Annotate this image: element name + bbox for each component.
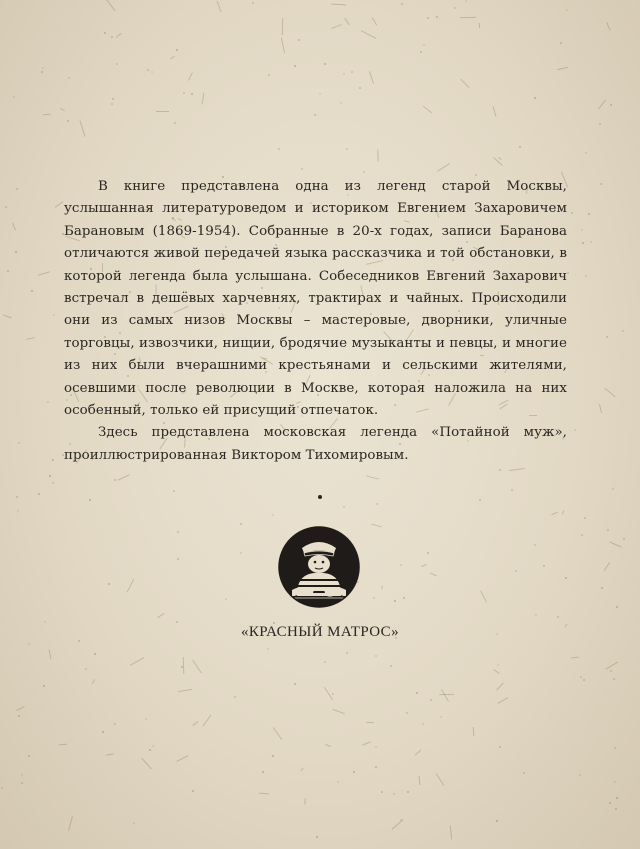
paper-fiber <box>344 18 349 25</box>
paper-speck <box>268 74 270 76</box>
paper-speck <box>28 643 30 645</box>
paper-fiber <box>304 798 305 804</box>
paper-speck <box>390 665 392 667</box>
paper-speck <box>519 146 521 148</box>
paper-fiber <box>377 149 378 161</box>
paper-fiber <box>331 24 342 29</box>
paper-speck <box>44 621 46 623</box>
paper-speck <box>557 616 559 618</box>
paper-speck <box>112 98 114 100</box>
paper-fiber <box>460 17 476 18</box>
paper-fiber <box>606 22 610 31</box>
paper-fiber <box>216 1 221 13</box>
paper-speck <box>111 36 113 38</box>
paper-fiber <box>202 92 205 104</box>
paper-fiber <box>178 689 192 692</box>
paper-fiber <box>430 573 437 577</box>
paper-speck <box>600 183 602 185</box>
paper-speck <box>278 148 280 150</box>
paper-fiber <box>203 714 212 726</box>
paper-fiber <box>562 510 565 514</box>
paper-speck <box>400 819 402 821</box>
paper-speck <box>41 71 43 73</box>
paper-speck <box>324 661 326 663</box>
paper-fiber <box>498 157 502 160</box>
paper-speck <box>42 67 44 69</box>
paper-speck <box>375 655 377 657</box>
paper-speck <box>111 103 113 105</box>
paper-speck <box>465 0 467 2</box>
paper-speck <box>406 712 408 714</box>
paper-speck <box>523 772 525 774</box>
paper-speck <box>612 488 614 490</box>
paper-speck <box>535 614 537 616</box>
paper-speck <box>588 213 590 215</box>
paper-fiber <box>127 579 135 593</box>
publisher-name: «КРАСНЫЙ МАТРОС» <box>241 624 399 640</box>
paper-speck <box>298 39 300 41</box>
paper-speck <box>613 678 615 680</box>
paper-speck <box>176 621 178 623</box>
paper-speck <box>580 676 582 678</box>
paper-speck <box>7 270 9 272</box>
paper-speck <box>1 787 3 789</box>
paper-fiber <box>157 613 164 618</box>
paper-speck <box>108 583 110 585</box>
paper-fiber <box>176 755 188 762</box>
paper-speck <box>581 534 583 536</box>
paper-fiber <box>473 727 475 736</box>
paper-speck <box>133 822 135 824</box>
paper-speck <box>43 685 45 687</box>
paper-speck <box>17 510 19 512</box>
paper-fiber <box>156 111 169 112</box>
paper-speck <box>102 731 104 733</box>
paper-speck <box>400 564 402 566</box>
paper-fiber <box>273 727 282 740</box>
paper-fiber <box>423 106 432 114</box>
paper-speck <box>584 517 586 519</box>
paper-speck <box>68 77 70 79</box>
paper-speck <box>267 648 269 650</box>
paper-speck <box>440 716 442 718</box>
paper-fiber <box>300 768 303 772</box>
paper-speck <box>496 820 498 822</box>
paper-speck <box>21 782 23 784</box>
separator-dot <box>318 495 322 499</box>
paper-fiber <box>436 773 444 785</box>
paper-speck <box>173 490 175 492</box>
paper-speck <box>375 746 377 748</box>
paper-speck <box>49 475 51 477</box>
description-paragraph-1: В книге представлена одна из легенд старой Москвы, услышанная литературоведом и историком Евгением Захаровичем Барановым (1869-1954). Собранные в 20-х годах, записи Баранова отличаются живой передачей языка рассказчика и той обстановки, в которой легенда была услышана. Собеседников Евгений Захарович встречал в дешёвых харчевнях, трактирах и чайных. Происходили они из самых низов Москвы – мастеровые, дворники, уличные торговцы, извозчики, нищии, бродячие музыканты и певцы, и многие из них были вчерашними крестьянами и сельскими жителями, осевшими после революции в Москве, которая наложила на них особенный, только ей присущий отпечаток. <box>64 179 567 419</box>
paper-fiber <box>498 697 509 704</box>
paper-speck <box>430 699 432 701</box>
paper-fiber <box>130 657 144 666</box>
paper-speck <box>234 696 236 698</box>
paper-fiber <box>381 585 383 589</box>
paper-speck <box>571 212 573 214</box>
paper-speck <box>427 17 429 19</box>
paper-speck <box>332 693 334 695</box>
paper-speck <box>13 96 15 98</box>
paper-fiber <box>332 709 345 714</box>
book-description <box>64 176 567 467</box>
paper-speck <box>114 723 116 725</box>
paper-speck <box>616 606 618 608</box>
paper-fiber <box>92 679 95 684</box>
paper-speck <box>581 229 583 231</box>
paper-speck <box>177 531 179 533</box>
paper-speck <box>614 781 616 783</box>
paper-speck <box>623 538 625 540</box>
paper-speck <box>94 653 96 655</box>
paper-speck <box>18 715 20 717</box>
paper-fiber <box>496 683 504 691</box>
paper-fiber <box>439 694 454 695</box>
paper-speck <box>427 552 429 554</box>
paper-fiber <box>331 4 346 6</box>
paper-fiber <box>259 793 269 795</box>
paper-fiber <box>281 38 285 54</box>
paper-fiber <box>282 18 284 35</box>
description-paragraph-2: Здесь представлена московская легенда «Потайной муж», проиллюстрированная Виктором Тихомировым. <box>64 425 567 463</box>
paper-fiber <box>598 99 606 109</box>
paper-speck <box>436 16 438 18</box>
paper-speck <box>515 570 517 572</box>
paper-fiber <box>609 541 621 547</box>
paper-speck <box>479 499 481 501</box>
paper-speck <box>622 330 624 332</box>
paper-fiber <box>79 120 85 136</box>
paper-fiber <box>437 163 450 172</box>
paper-fiber <box>106 0 115 11</box>
paper-fiber <box>421 564 427 567</box>
paper-speck <box>5 206 7 208</box>
paper-speck <box>53 314 55 316</box>
paper-speck <box>616 797 618 799</box>
paper-speck <box>376 503 378 505</box>
paper-speck <box>15 251 17 253</box>
paper-speck <box>614 747 616 749</box>
paper-speck <box>579 774 581 776</box>
paper-fiber <box>415 750 422 756</box>
paper-speck <box>240 552 242 554</box>
paper-speck <box>401 3 403 5</box>
paper-speck <box>319 93 321 95</box>
paper-speck <box>47 401 49 403</box>
paper-speck <box>499 746 501 748</box>
paper-speck <box>225 598 227 600</box>
paper-speck <box>567 272 569 274</box>
paper-fiber <box>362 741 371 745</box>
paper-speck <box>416 692 418 694</box>
paper-fiber <box>480 590 487 602</box>
paper-speck <box>543 565 545 567</box>
paper-speck <box>609 802 611 804</box>
paper-speck <box>314 114 316 116</box>
paper-fiber <box>460 79 469 88</box>
paper-speck <box>28 755 30 757</box>
paper-speck <box>183 92 185 94</box>
paper-speck <box>21 774 23 776</box>
paper-fiber <box>372 17 377 25</box>
paper-speck <box>534 544 536 546</box>
paper-speck <box>606 336 608 338</box>
paper-speck <box>423 44 425 46</box>
paper-fiber <box>325 744 331 747</box>
paper-speck <box>610 104 612 106</box>
paper-fiber <box>479 23 480 28</box>
paper-speck <box>454 7 456 9</box>
paper-fiber <box>106 753 114 755</box>
paper-fiber <box>43 114 51 116</box>
paper-speck <box>585 275 587 277</box>
paper-speck <box>615 808 617 810</box>
paper-fiber <box>361 30 376 39</box>
paper-speck <box>149 749 151 751</box>
paper-speck <box>52 482 54 484</box>
paper-speck <box>422 723 424 725</box>
paper-speck <box>272 755 274 757</box>
paper-speck <box>174 122 176 124</box>
paper-speck <box>316 836 318 838</box>
paper-speck <box>104 32 106 34</box>
paper-speck <box>599 123 601 125</box>
paper-fiber <box>49 649 52 659</box>
paper-fiber <box>392 819 404 830</box>
paper-speck <box>67 120 69 122</box>
paper-speck <box>89 499 91 501</box>
paper-speck <box>52 459 54 461</box>
paper-speck <box>407 791 409 793</box>
paper-speck <box>181 666 183 668</box>
paper-speck <box>294 65 296 67</box>
paper-fiber <box>192 660 202 674</box>
paper-fiber <box>170 56 175 59</box>
paper-fiber <box>26 337 35 340</box>
paper-fiber <box>192 721 198 726</box>
paper-fiber <box>3 315 12 319</box>
paper-fiber <box>551 512 558 516</box>
paper-speck <box>294 683 296 685</box>
paper-speck <box>18 442 20 444</box>
paper-speck <box>262 771 264 773</box>
paper-speck <box>177 558 179 560</box>
paper-fiber <box>117 474 129 480</box>
paper-fiber <box>60 108 65 111</box>
paper-speck <box>393 793 395 795</box>
paper-speck <box>114 479 116 481</box>
paper-speck <box>337 781 339 783</box>
paper-fiber <box>188 72 193 81</box>
paper-fiber <box>141 758 152 770</box>
paper-fiber <box>183 657 185 674</box>
paper-fiber <box>12 223 16 231</box>
paper-speck <box>610 670 612 672</box>
paper-speck <box>560 42 562 44</box>
paper-fiber <box>493 669 499 674</box>
paper-fiber <box>604 562 610 571</box>
paper-speck <box>343 73 345 75</box>
paper-speck <box>353 771 355 773</box>
paper-speck <box>147 69 149 71</box>
paper-speck <box>351 71 353 73</box>
paper-fiber <box>366 722 374 723</box>
paper-speck <box>272 514 274 516</box>
paper-speck <box>145 718 147 720</box>
paper-speck <box>151 71 153 73</box>
paper-speck <box>585 152 587 154</box>
paper-speck <box>346 148 348 150</box>
paper-speck <box>192 790 194 792</box>
paper-speck <box>85 668 87 670</box>
paper-speck <box>565 577 567 579</box>
paper-speck <box>566 9 568 11</box>
paper-speck <box>252 2 254 4</box>
paper-fiber <box>571 657 579 659</box>
publisher-emblem-sailor-icon <box>278 526 360 608</box>
paper-speck <box>497 664 499 666</box>
paper-speck <box>590 241 592 243</box>
paper-fiber <box>419 776 421 785</box>
paper-speck <box>340 102 342 104</box>
paper-speck <box>116 63 118 65</box>
paper-speck <box>574 429 576 431</box>
paper-fiber <box>16 706 25 711</box>
paper-fiber <box>557 67 568 70</box>
paper-speck <box>534 97 536 99</box>
paper-speck <box>191 93 193 95</box>
paper-speck <box>607 529 609 531</box>
paper-speck <box>346 652 348 654</box>
paper-speck <box>499 469 501 471</box>
paper-speck <box>601 587 603 589</box>
paper-speck <box>394 600 396 602</box>
paper-fiber <box>366 475 379 479</box>
paper-fiber <box>604 388 615 398</box>
paper-fiber <box>606 661 619 669</box>
paper-speck <box>152 745 154 747</box>
paper-fiber <box>369 71 374 84</box>
paper-speck <box>301 168 303 170</box>
paper-speck <box>343 506 345 508</box>
paper-speck <box>176 49 178 51</box>
paper-speck <box>511 489 513 491</box>
paper-speck <box>240 523 242 525</box>
paper-speck <box>359 87 361 89</box>
paper-fiber <box>450 825 452 839</box>
paper-speck <box>16 188 18 190</box>
paper-speck <box>16 496 18 498</box>
paper-speck <box>583 679 585 681</box>
paper-speck <box>582 242 584 244</box>
paper-speck <box>381 791 383 793</box>
paper-fiber <box>493 106 497 117</box>
paper-speck <box>38 493 40 495</box>
paper-fiber <box>68 816 73 831</box>
paper-fiber <box>55 201 64 208</box>
paper-fiber <box>509 468 525 471</box>
paper-fiber <box>38 271 50 275</box>
paper-speck <box>420 51 422 53</box>
paper-fiber <box>59 744 67 745</box>
paper-speck <box>31 290 33 292</box>
paper-fiber <box>115 33 121 38</box>
paper-speck <box>403 597 405 599</box>
paper-fiber <box>441 689 449 702</box>
paper-speck <box>363 171 365 173</box>
paper-speck <box>324 63 326 65</box>
paper-fiber <box>371 524 382 528</box>
paper-speck <box>373 597 375 599</box>
paper-speck <box>375 766 377 768</box>
paper-fiber <box>599 404 602 413</box>
